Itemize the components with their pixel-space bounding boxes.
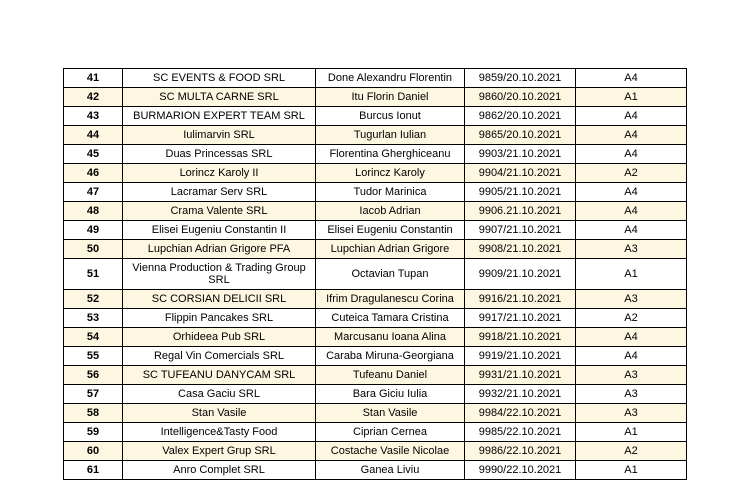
representative-name-cell: Octavian Tupan [316, 259, 465, 290]
table-row [64, 164, 687, 183]
table-row [64, 442, 687, 461]
company-name-cell: Orhideea Pub SRL [123, 328, 316, 347]
registration-number-cell: 9859/20.10.2021 [465, 69, 576, 88]
category-cell: A4 [576, 69, 687, 88]
representative-name-cell: Ifrim Dragulanescu Corina [316, 290, 465, 309]
representative-name-cell: Bara Giciu Iulia [316, 385, 465, 404]
representative-name-cell: Lorincz Karoly [316, 164, 465, 183]
table-row [64, 107, 687, 126]
registration-number-cell: 9909/21.10.2021 [465, 259, 576, 290]
row-number-cell: 60 [64, 442, 123, 461]
table-row [64, 404, 687, 423]
representative-name-cell: Costache Vasile Nicolae [316, 442, 465, 461]
representative-name-cell: Done Alexandru Florentin [316, 69, 465, 88]
registration-number-cell: 9990/22.10.2021 [465, 461, 576, 480]
row-number-cell: 50 [64, 240, 123, 259]
representative-name-cell: Burcus Ionut [316, 107, 465, 126]
table-row [64, 423, 687, 442]
category-cell: A1 [576, 259, 687, 290]
representative-name-cell: Caraba Miruna-Georgiana [316, 347, 465, 366]
row-number-cell: 52 [64, 290, 123, 309]
registration-number-cell: 9984/22.10.2021 [465, 404, 576, 423]
representative-name-cell: Marcusanu Ioana Alina [316, 328, 465, 347]
registration-number-cell: 9903/21.10.2021 [465, 145, 576, 164]
company-name-cell: Lorincz Karoly II [123, 164, 316, 183]
representative-name-cell: Itu Florin Daniel [316, 88, 465, 107]
table-row [64, 221, 687, 240]
table-row [64, 202, 687, 221]
table-row [64, 309, 687, 328]
category-cell: A2 [576, 309, 687, 328]
table-row [64, 126, 687, 145]
row-number-cell: 41 [64, 69, 123, 88]
representative-name-cell: Tugurlan Iulian [316, 126, 465, 145]
row-number-cell: 49 [64, 221, 123, 240]
category-cell: A1 [576, 461, 687, 480]
registration-number-cell: 9865/20.10.2021 [465, 126, 576, 145]
company-name-cell: Regal Vin Comercials SRL [123, 347, 316, 366]
company-name-cell: Iulimarvin SRL [123, 126, 316, 145]
category-cell: A3 [576, 290, 687, 309]
registry-table [63, 68, 687, 480]
representative-name-cell: Iacob Adrian [316, 202, 465, 221]
category-cell: A2 [576, 164, 687, 183]
category-cell: A1 [576, 423, 687, 442]
representative-name-cell: Cuteica Tamara Cristina [316, 309, 465, 328]
category-cell: A4 [576, 126, 687, 145]
registry-table-body [64, 69, 687, 480]
registration-number-cell: 9932/21.10.2021 [465, 385, 576, 404]
registration-number-cell: 9919/21.10.2021 [465, 347, 576, 366]
registration-number-cell: 9907/21.10.2021 [465, 221, 576, 240]
company-name-cell: Vienna Production & Trading Group SRL [123, 259, 316, 290]
representative-name-cell: Tufeanu Daniel [316, 366, 465, 385]
company-name-cell: Crama Valente SRL [123, 202, 316, 221]
company-name-cell: Intelligence&Tasty Food [123, 423, 316, 442]
table-row [64, 69, 687, 88]
row-number-cell: 58 [64, 404, 123, 423]
category-cell: A3 [576, 240, 687, 259]
company-name-cell: Valex Expert Grup SRL [123, 442, 316, 461]
table-row [64, 328, 687, 347]
table-row [64, 461, 687, 480]
category-cell: A4 [576, 202, 687, 221]
registration-number-cell: 9918/21.10.2021 [465, 328, 576, 347]
table-row [64, 366, 687, 385]
row-number-cell: 56 [64, 366, 123, 385]
table-row [64, 88, 687, 107]
company-name-cell: Lacramar Serv SRL [123, 183, 316, 202]
category-cell: A4 [576, 107, 687, 126]
representative-name-cell: Ciprian Cernea [316, 423, 465, 442]
row-number-cell: 45 [64, 145, 123, 164]
row-number-cell: 44 [64, 126, 123, 145]
company-name-cell: SC MULTA CARNE SRL [123, 88, 316, 107]
registration-number-cell: 9860/20.10.2021 [465, 88, 576, 107]
table-row [64, 145, 687, 164]
table-row [64, 183, 687, 202]
company-name-cell: Lupchian Adrian Grigore PFA [123, 240, 316, 259]
category-cell: A4 [576, 221, 687, 240]
registration-number-cell: 9986/22.10.2021 [465, 442, 576, 461]
table-row [64, 290, 687, 309]
row-number-cell: 59 [64, 423, 123, 442]
category-cell: A4 [576, 183, 687, 202]
registration-number-cell: 9862/20.10.2021 [465, 107, 576, 126]
row-number-cell: 51 [64, 259, 123, 290]
row-number-cell: 61 [64, 461, 123, 480]
row-number-cell: 43 [64, 107, 123, 126]
row-number-cell: 57 [64, 385, 123, 404]
registration-number-cell: 9904/21.10.2021 [465, 164, 576, 183]
company-name-cell: BURMARION EXPERT TEAM SRL [123, 107, 316, 126]
category-cell: A2 [576, 442, 687, 461]
company-name-cell: Elisei Eugeniu Constantin II [123, 221, 316, 240]
category-cell: A4 [576, 328, 687, 347]
company-name-cell: Casa Gaciu SRL [123, 385, 316, 404]
table-row [64, 347, 687, 366]
registration-number-cell: 9931/21.10.2021 [465, 366, 576, 385]
representative-name-cell: Elisei Eugeniu Constantin [316, 221, 465, 240]
registration-number-cell: 9906.21.10.2021 [465, 202, 576, 221]
row-number-cell: 53 [64, 309, 123, 328]
registration-number-cell: 9916/21.10.2021 [465, 290, 576, 309]
row-number-cell: 46 [64, 164, 123, 183]
registration-number-cell: 9905/21.10.2021 [465, 183, 576, 202]
representative-name-cell: Tudor Marinica [316, 183, 465, 202]
category-cell: A3 [576, 366, 687, 385]
category-cell: A4 [576, 145, 687, 164]
registration-number-cell: 9908/21.10.2021 [465, 240, 576, 259]
table-row [64, 259, 687, 290]
representative-name-cell: Ganea Liviu [316, 461, 465, 480]
category-cell: A4 [576, 347, 687, 366]
registration-number-cell: 9985/22.10.2021 [465, 423, 576, 442]
category-cell: A3 [576, 404, 687, 423]
company-name-cell: Flippin Pancakes SRL [123, 309, 316, 328]
row-number-cell: 48 [64, 202, 123, 221]
company-name-cell: SC TUFEANU DANYCAM SRL [123, 366, 316, 385]
representative-name-cell: Stan Vasile [316, 404, 465, 423]
representative-name-cell: Florentina Gherghiceanu [316, 145, 465, 164]
company-name-cell: SC CORSIAN DELICII SRL [123, 290, 316, 309]
category-cell: A1 [576, 88, 687, 107]
table-row [64, 385, 687, 404]
company-name-cell: Duas Princessas SRL [123, 145, 316, 164]
company-name-cell: SC EVENTS & FOOD SRL [123, 69, 316, 88]
table-row [64, 240, 687, 259]
representative-name-cell: Lupchian Adrian Grigore [316, 240, 465, 259]
row-number-cell: 42 [64, 88, 123, 107]
row-number-cell: 55 [64, 347, 123, 366]
row-number-cell: 47 [64, 183, 123, 202]
company-name-cell: Anro Complet SRL [123, 461, 316, 480]
category-cell: A3 [576, 385, 687, 404]
company-name-cell: Stan Vasile [123, 404, 316, 423]
row-number-cell: 54 [64, 328, 123, 347]
registration-number-cell: 9917/21.10.2021 [465, 309, 576, 328]
